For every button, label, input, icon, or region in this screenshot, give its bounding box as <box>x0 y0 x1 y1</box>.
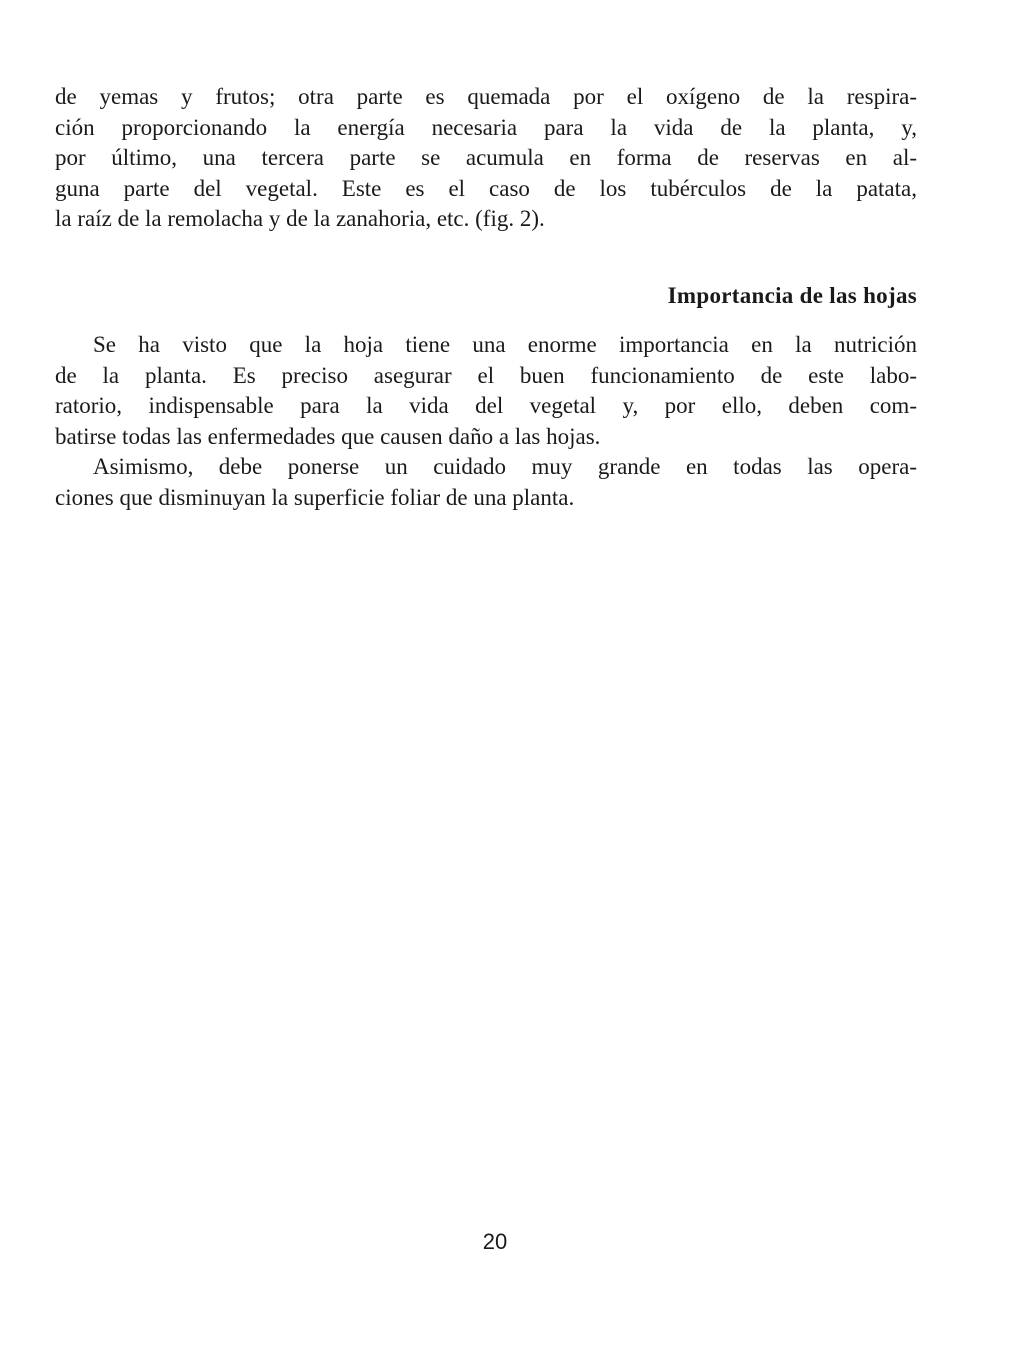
paragraph-nutrient-distribution <box>55 82 917 235</box>
text-line: la raíz de la remolacha y de la zanahoria, etc. (fig. 2). <box>55 206 545 231</box>
text-line: por último, una tercera parte se acumula en forma de reservas en al- <box>55 145 917 170</box>
text-line: Se ha visto que la hoja tiene una enorme importancia en la nutrición <box>93 332 917 357</box>
paragraph-leaf-importance <box>55 330 917 452</box>
text-line: de la planta. Es preciso asegurar el buen funcionamiento de este labo- <box>55 362 917 388</box>
text-line: ción proporcionando la energía necesaria para la vida de la planta, y, <box>55 114 917 140</box>
text-line: Asimismo, debe ponerse un cuidado muy grande en todas las opera- <box>93 454 917 479</box>
text-line: de yemas y frutos; otra parte es quemada por el oxígeno de la respira- <box>55 84 917 109</box>
text-line: guna parte del vegetal. Este es el caso de los tubérculos de la patata, <box>55 175 917 201</box>
section-heading: Importancia de las hojas <box>667 283 917 308</box>
page-number: 20 <box>482 1229 508 1254</box>
text-line: ratorio, indispensable para la vida del vegetal y, por ello, deben com- <box>55 393 917 418</box>
text-line: batirse todas las enfermedades que causen daño a las hojas. <box>55 423 601 449</box>
text-line: ciones que disminuyan la superficie foliar de una planta. <box>55 484 575 510</box>
paragraph-foliar-surface <box>55 452 917 513</box>
